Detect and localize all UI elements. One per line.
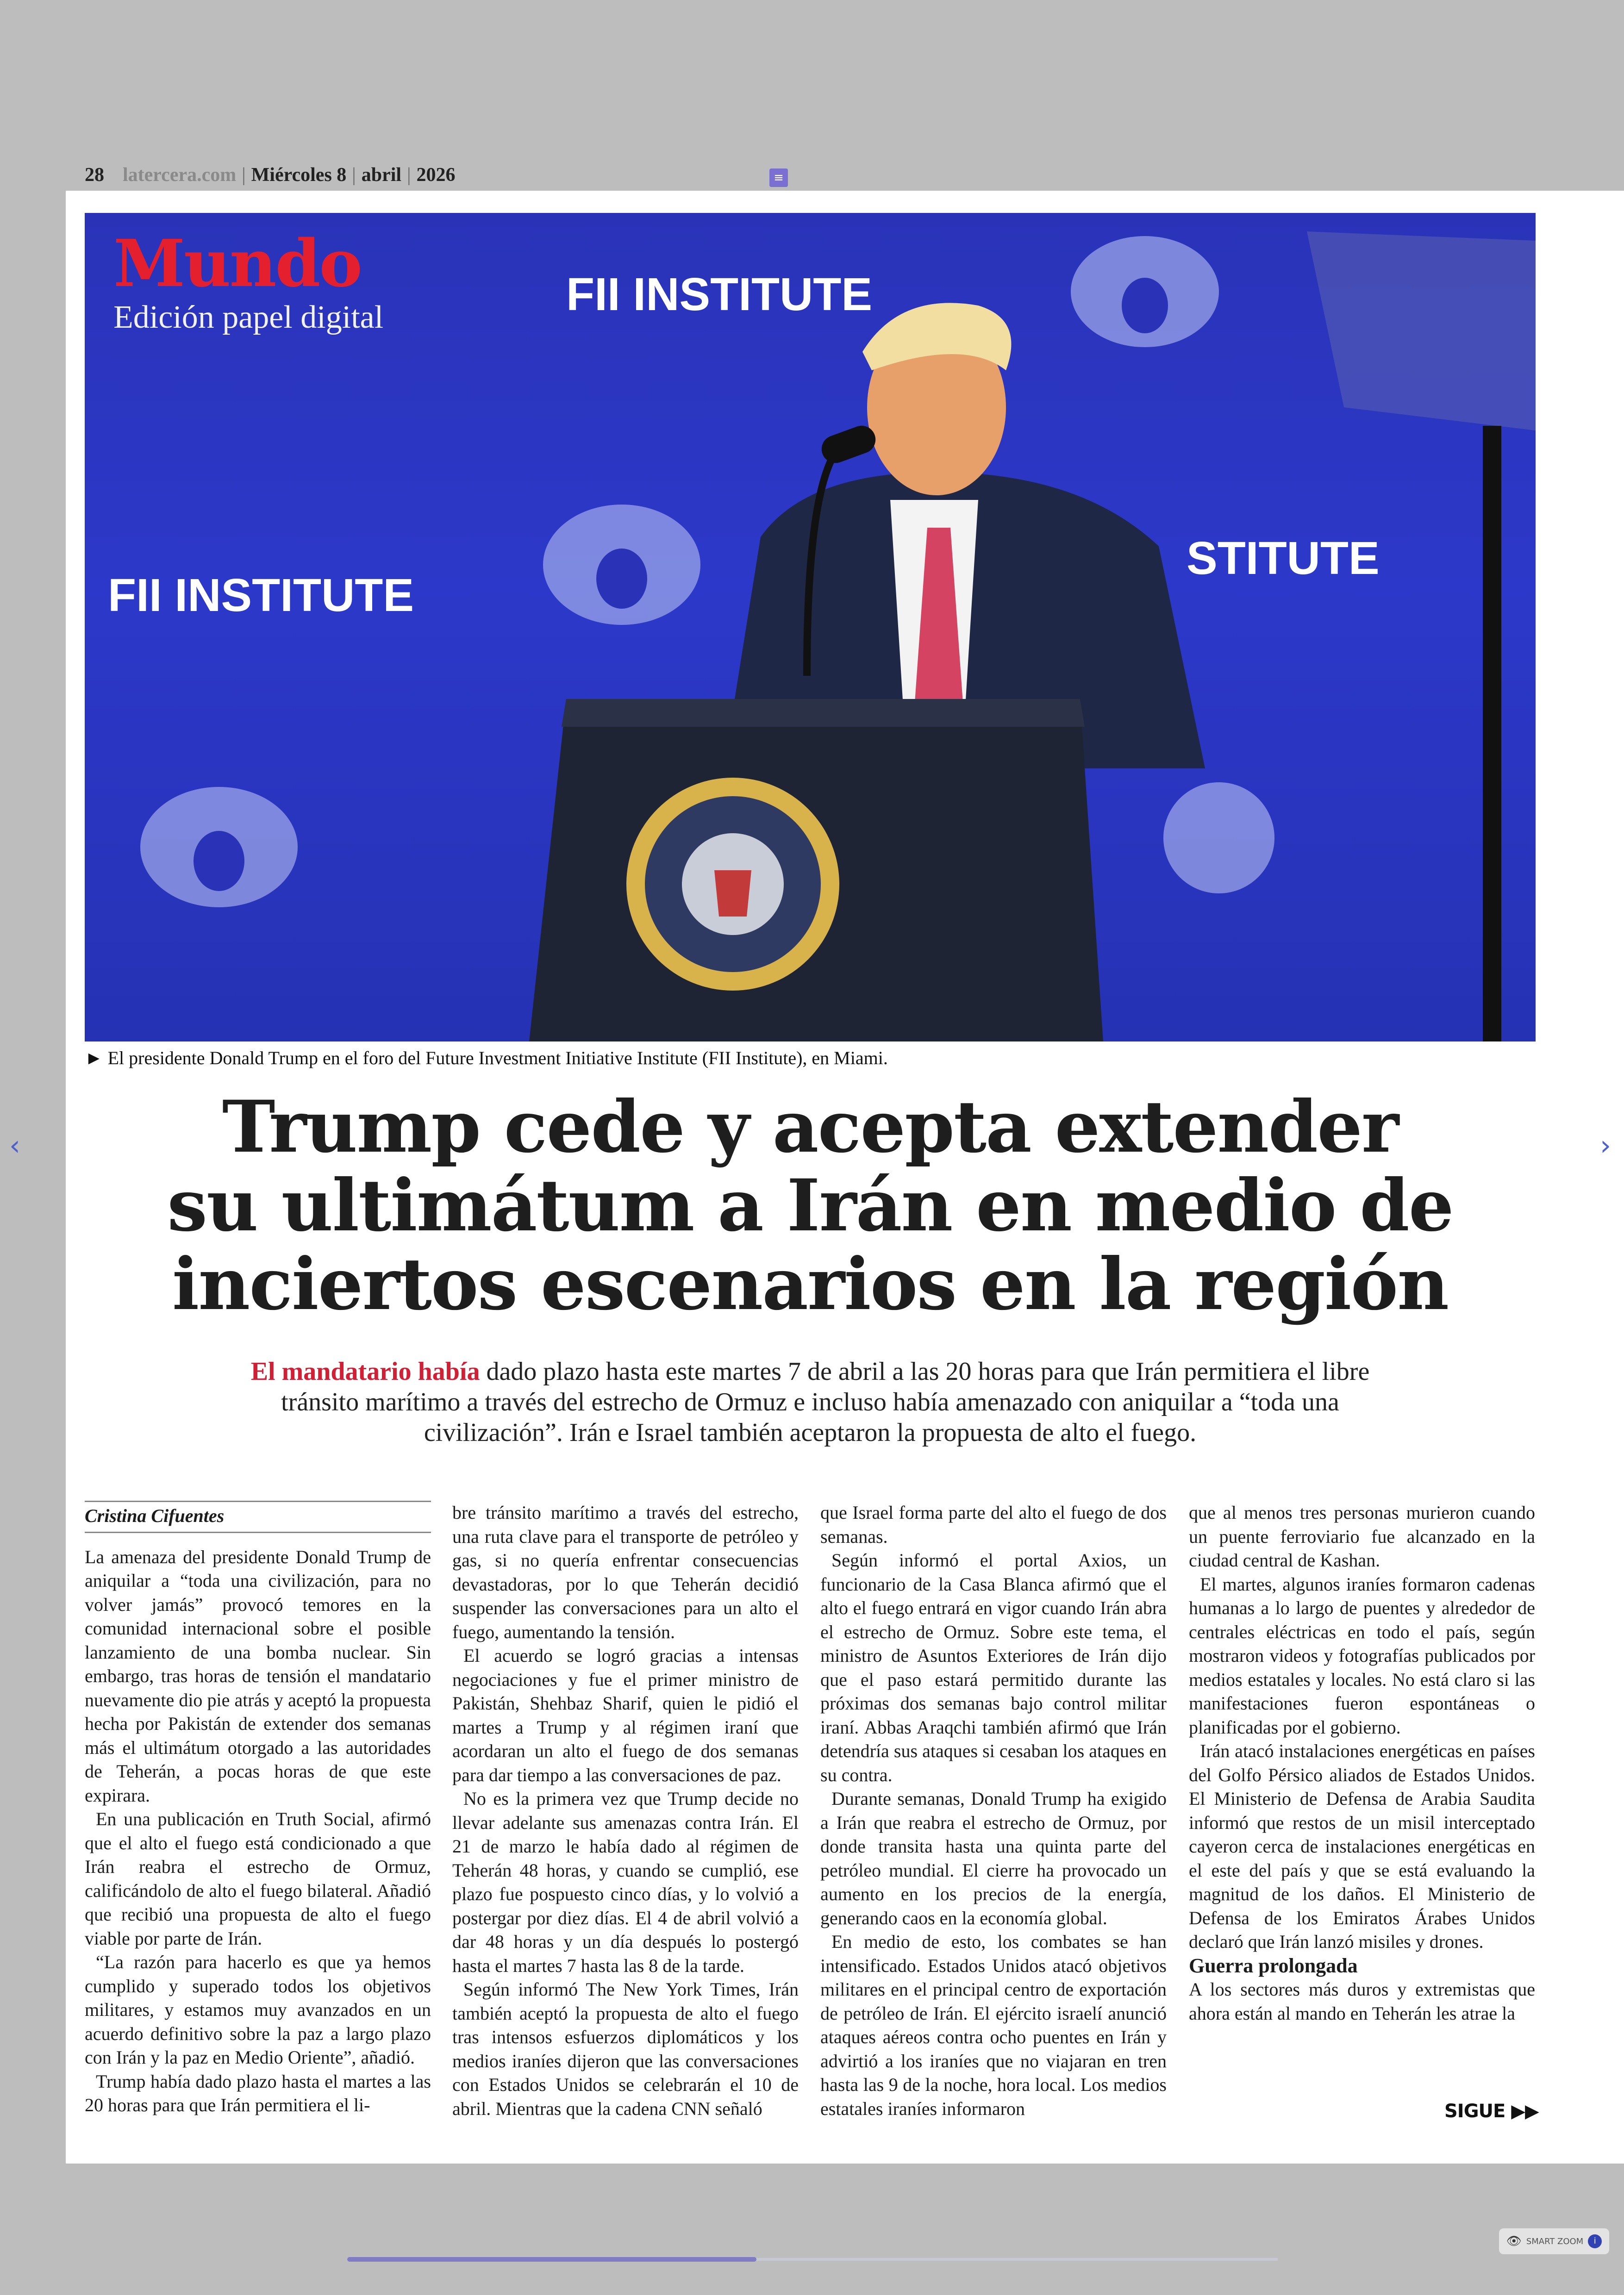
paragraph: “La razón para hacerlo es que ya hemos cumplido y superado todos los objetivos militares, y estamos muy avanzados en un acuerdo definitivo sobre la paz a largo plazo con Irán y la paz en Medio Oriente”, añadió. <box>85 1952 431 2068</box>
paragraph: Irán atacó instalaciones energéticas en países del Golfo Pérsico aliados de Estados Unidos. El Ministerio de Defensa de Arabia Saudita informó que restos de un misil interceptado cayeron cerca de instalaciones energéticas en el este del país y que se está evaluando la magnitud de los daños. El Ministerio de Defensa de los Emiratos Árabes Unidos declaró que Irán lanzó misiles y drones. <box>1189 1740 1535 1952</box>
article-column-1 <box>85 1501 431 2117</box>
backdrop-logo-3: STITUTE <box>1187 532 1380 584</box>
page-header: 28 latercera.com | Miércoles 8 | abril | 2026 <box>85 164 456 186</box>
site-name: latercera.com <box>123 164 237 186</box>
issue-day: Miércoles 8 <box>251 164 347 186</box>
backdrop-logo-1: FII INSTITUTE <box>566 268 873 320</box>
paragraph: que Israel forma parte del alto el fuego de dos semanas. <box>820 1502 1167 1547</box>
smart-zoom-button[interactable] <box>1499 2228 1609 2254</box>
paragraph: La amenaza del presidente Donald Trump de aniquilar a “toda una civilización, para no volver jamás” provocó temores en la comunidad internacional sobre el posible lanzamiento de una bomba nuclear. Sin embargo, tras horas de tensión el mandatario nuevamente dio pie atrás y aceptó la propuesta hecha por Pakistán de extender dos semanas más el ultimátum otorgado a las autoridades de Teherán, a pocas horas de que este expirara. <box>85 1546 431 1806</box>
smart-zoom-label: SMART ZOOM <box>1526 2236 1584 2246</box>
headline: Trump cede y acepta extender su ultimátum a Irán en medio de inciertos escenarios en la región <box>167 1085 1453 1326</box>
page-number: 28 <box>85 164 104 186</box>
article-column-2 <box>452 1501 799 2120</box>
byline: Cristina Cifuentes <box>85 1501 431 1533</box>
paragraph: que al menos tres personas murieron cuando un puente ferroviario fue alcanzado en la ciudad central de Kashan. <box>1189 1502 1535 1571</box>
issue-year: 2026 <box>416 164 456 186</box>
subheading: Guerra prolongada <box>1189 1954 1358 1977</box>
previous-page-icon[interactable]: ‹ <box>9 1129 20 1162</box>
next-page-icon[interactable]: › <box>1600 1129 1611 1162</box>
backdrop-logo-2: FII INSTITUTE <box>108 569 414 621</box>
paragraph: El acuerdo se logró gracias a intensas negociaciones y fue el primer ministro de Pakistán, Shehbaz Sharif, quien le pidió el martes a Trump y al régimen iraní que acordaran un alto el fuego de dos semanas para dar tiempo a las conversaciones de paz. <box>452 1645 799 1785</box>
paragraph: No es la primera vez que Trump decide no llevar adelante sus amenazas contra Irán. El 21 de marzo le había dado al régimen de Teherán 48 horas, y cuando se cumplió, ese plazo fue pospuesto cinco días, y lo volvió a postergar por diez días. El 4 de abril volvió a dar 48 horas y un día después lo postergó hasta el martes 7 hasta las 8 de la tarde. <box>452 1788 799 1976</box>
paragraph: El martes, algunos iraníes formaron cadenas humanas a lo largo de puentes y alrededor de centrales eléctricas en todo el país, según mostraron videos y fotografías publicados por medios estatales y locales. No está claro si las manifestaciones fueron espontáneas o planificadas por el gobierno. <box>1189 1573 1535 1738</box>
paragraph: bre tránsito marítimo a través del estrecho, una ruta clave para el transporte de petróleo y gas, si no quería enfrentar consecuencias devastadoras, por lo que Teherán decidió suspender las conversaciones para un alto el fuego, aumentando la tensión. <box>452 1502 799 1642</box>
article-column-4 <box>1189 1501 1535 2025</box>
page-menu-icon[interactable]: ≡ <box>769 168 788 187</box>
section-subtitle: Edición papel digital <box>113 299 384 335</box>
paragraph: A los sectores más duros y extremistas que ahora están al mando en Teherán les atrae la <box>1189 1979 1535 2024</box>
eye-icon: 👁 <box>1506 2234 1522 2248</box>
paragraph: En una publicación en Truth Social, afirmó que el alto el fuego está condicionado a que Irán reabra el estrecho de Ormuz, calificándolo de alto el fuego bilateral. Añadió que recibió una propuesta de alto el fuego viable por parte de Irán. <box>85 1809 431 1949</box>
paragraph: En medio de esto, los combates se han intensificado. Estados Unidos atacó objetivos militares en el principal centro de exportación de petróleo de Irán. El ejército israelí anunció ataques aéreos contra ocho puentes en Irán y advirtió a los iraníes que no viajaran en tren hasta las 9 de la noche, hora local. Los medios estatales iraníes informaron <box>820 1931 1167 2119</box>
photo-illustration <box>85 213 1536 1041</box>
lead-paragraph: El mandatario había dado plazo hasta este martes 7 de abril a las 20 horas para que Irán permitiera el libre tránsito marítimo a través del estrecho de Ormuz e incluso había amenazado con aniquilar a “toda una civilización”. Irán e Israel también aceptaron la propuesta de alto el fuego. <box>250 1357 1370 1447</box>
paragraph: Trump había dado plazo hasta el martes a las 20 horas para que Irán permitiera el li- <box>85 2070 431 2115</box>
paragraph: Durante semanas, Donald Trump ha exigido a Irán que reabra el estrecho de Ormuz, por donde transita hasta una quinta parte del petróleo mundial. El cierre ha provocado un aumento en los precios de la energía, generando caos en la economía global. <box>820 1788 1167 1928</box>
info-badge-icon: i <box>1588 2234 1602 2248</box>
issue-month: abril <box>361 164 402 186</box>
continued-marker[interactable]: SIGUE ▶▶ <box>1444 2101 1539 2122</box>
paragraph: Según informó el portal Axios, un funcionario de la Casa Blanca afirmó que el alto el fuego entrará en vigor cuando Irán abra el estrecho de Ormuz. Sobre este tema, el ministro de Asuntos Exteriores de Irán dijo que el paso estará permitido durante las próximas dos semanas bajo control militar iraní. Abbas Araqchi también afirmó que Irán detendría sus ataques si cesaban los ataques en su contra. <box>820 1550 1167 1785</box>
page-scrubber-progress[interactable] <box>347 2257 756 2262</box>
hero-photo[interactable] <box>85 213 1536 1041</box>
section-label: Mundo <box>113 226 361 302</box>
article-column-3 <box>820 1501 1167 2120</box>
paragraph: Según informó The New York Times, Irán también aceptó la propuesta de alto el fuego tras intensos esfuerzos diplomáticos y los medios iraníes dijeron que las conversaciones con Estados Unidos se celebrarán el 10 de abril. Mientras que la cadena CNN señaló <box>452 1979 799 2119</box>
lead-highlight: El mandatario había <box>250 1357 480 1386</box>
photo-caption: ► El presidente Donald Trump en el foro del Future Investment Initiative Institute (FII Institute), en Miami. <box>85 1048 888 1068</box>
